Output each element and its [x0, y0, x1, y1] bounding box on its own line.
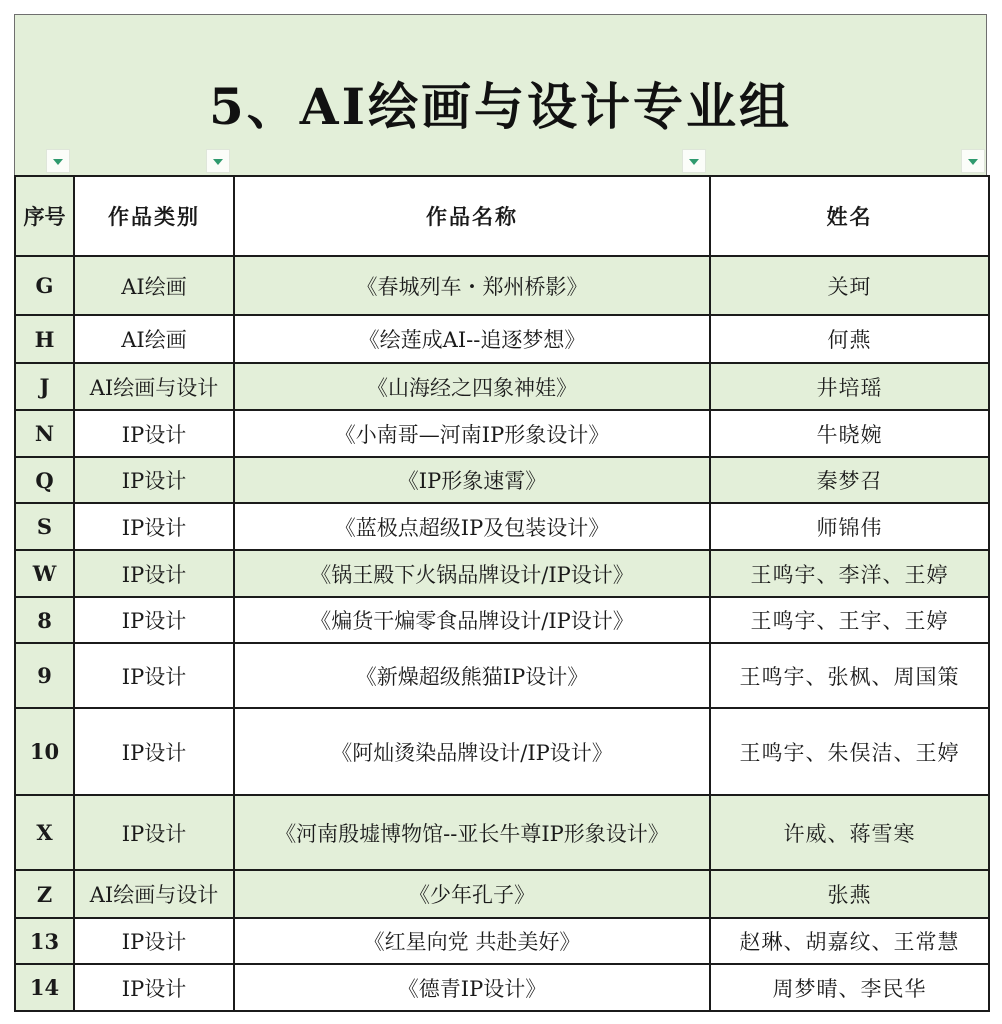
cell-serial[interactable]: 10 [15, 708, 74, 795]
table-row [15, 457, 989, 503]
cell-names[interactable]: 周梦晴、李民华 [710, 964, 989, 1011]
cell-serial[interactable]: Z [15, 870, 74, 918]
cell-category[interactable]: IP设计 [74, 964, 234, 1011]
cell-names[interactable]: 许威、蒋雪寒 [710, 795, 989, 870]
cell-title[interactable]: 《IP形象速霄》 [234, 457, 710, 503]
cell-category[interactable]: AI绘画 [74, 315, 234, 363]
cell-serial[interactable]: Q [15, 457, 74, 503]
cell-category[interactable]: AI绘画与设计 [74, 363, 234, 410]
cell-names[interactable]: 王鸣宇、朱俣洁、王婷 [710, 708, 989, 795]
cell-names[interactable]: 王鸣宇、李洋、王婷 [710, 550, 989, 597]
cell-serial[interactable]: N [15, 410, 74, 457]
cell-category[interactable]: IP设计 [74, 503, 234, 550]
spreadsheet-sheet [14, 14, 987, 1009]
cell-category[interactable]: IP设计 [74, 410, 234, 457]
filter-dropdown-icon-category[interactable] [206, 149, 230, 173]
cell-serial[interactable]: G [15, 256, 74, 315]
cell-names[interactable]: 王鸣宇、张枫、周国策 [710, 643, 989, 708]
filter-dropdown-icon-serial[interactable] [46, 149, 70, 173]
cell-title[interactable]: 《春城列车・郑州桥影》 [234, 256, 710, 315]
cell-serial[interactable]: 9 [15, 643, 74, 708]
cell-names[interactable]: 牛晓婉 [710, 410, 989, 457]
cell-names[interactable]: 师锦伟 [710, 503, 989, 550]
cell-serial[interactable]: H [15, 315, 74, 363]
table-row [15, 643, 989, 708]
header-category[interactable]: 作品类别 [74, 176, 234, 256]
table-row [15, 315, 989, 363]
header-title[interactable]: 作品名称 [234, 176, 710, 256]
cell-title[interactable]: 《德青IP设计》 [234, 964, 710, 1011]
cell-names[interactable]: 赵琳、胡嘉纹、王常慧 [710, 918, 989, 964]
cell-title[interactable]: 《少年孔子》 [234, 870, 710, 918]
cell-title[interactable]: 《新燥超级熊猫IP设计》 [234, 643, 710, 708]
table-row [15, 363, 989, 410]
cell-category[interactable]: IP设计 [74, 597, 234, 643]
header-row [15, 176, 989, 256]
cell-names[interactable]: 王鸣宇、王宇、王婷 [710, 597, 989, 643]
cell-title[interactable]: 《绘莲成AI--追逐梦想》 [234, 315, 710, 363]
cell-title[interactable]: 《蓝极点超级IP及包装设计》 [234, 503, 710, 550]
cell-category[interactable]: AI绘画与设计 [74, 870, 234, 918]
cell-category[interactable]: IP设计 [74, 795, 234, 870]
cell-serial[interactable]: W [15, 550, 74, 597]
cell-category[interactable]: IP设计 [74, 457, 234, 503]
cell-title[interactable]: 《小南哥—河南IP形象设计》 [234, 410, 710, 457]
table-row [15, 597, 989, 643]
table-row [15, 410, 989, 457]
cell-title[interactable]: 《阿灿烫染品牌设计/IP设计》 [234, 708, 710, 795]
cell-names[interactable]: 秦梦召 [710, 457, 989, 503]
cell-title[interactable]: 《河南殷墟博物馆--亚长牛尊IP形象设计》 [234, 795, 710, 870]
cell-serial[interactable]: 14 [15, 964, 74, 1011]
cell-serial[interactable]: 8 [15, 597, 74, 643]
cell-title[interactable]: 《红星向党 共赴美好》 [234, 918, 710, 964]
cell-category[interactable]: IP设计 [74, 918, 234, 964]
cell-title[interactable]: 《锅王殿下火锅品牌设计/IP设计》 [234, 550, 710, 597]
table-row [15, 256, 989, 315]
cell-names[interactable]: 关珂 [710, 256, 989, 315]
table-row [15, 964, 989, 1011]
table-row [15, 918, 989, 964]
table-row [15, 795, 989, 870]
cell-serial[interactable]: 13 [15, 918, 74, 964]
table-row [15, 503, 989, 550]
cell-category[interactable]: AI绘画 [74, 256, 234, 315]
table-row [15, 870, 989, 918]
header-serial[interactable]: 序号 [15, 176, 74, 256]
cell-title[interactable]: 《山海经之四象神娃》 [234, 363, 710, 410]
filter-dropdown-icon-title[interactable] [682, 149, 706, 173]
cell-serial[interactable]: X [15, 795, 74, 870]
sheet-title: 5、AI绘画与设计专业组 [209, 77, 792, 136]
cell-names[interactable]: 井培瑶 [710, 363, 989, 410]
cell-title[interactable]: 《煸货干煸零食品牌设计/IP设计》 [234, 597, 710, 643]
title-band [15, 15, 986, 176]
table-row [15, 550, 989, 597]
cell-names[interactable]: 张燕 [710, 870, 989, 918]
entries-table [14, 175, 990, 1012]
cell-serial[interactable]: S [15, 503, 74, 550]
header-names[interactable]: 姓名 [710, 176, 989, 256]
cell-category[interactable]: IP设计 [74, 708, 234, 795]
cell-category[interactable]: IP设计 [74, 643, 234, 708]
cell-category[interactable]: IP设计 [74, 550, 234, 597]
cell-names[interactable]: 何燕 [710, 315, 989, 363]
table-row [15, 708, 989, 795]
filter-dropdown-icon-names[interactable] [961, 149, 985, 173]
cell-serial[interactable]: J [15, 363, 74, 410]
